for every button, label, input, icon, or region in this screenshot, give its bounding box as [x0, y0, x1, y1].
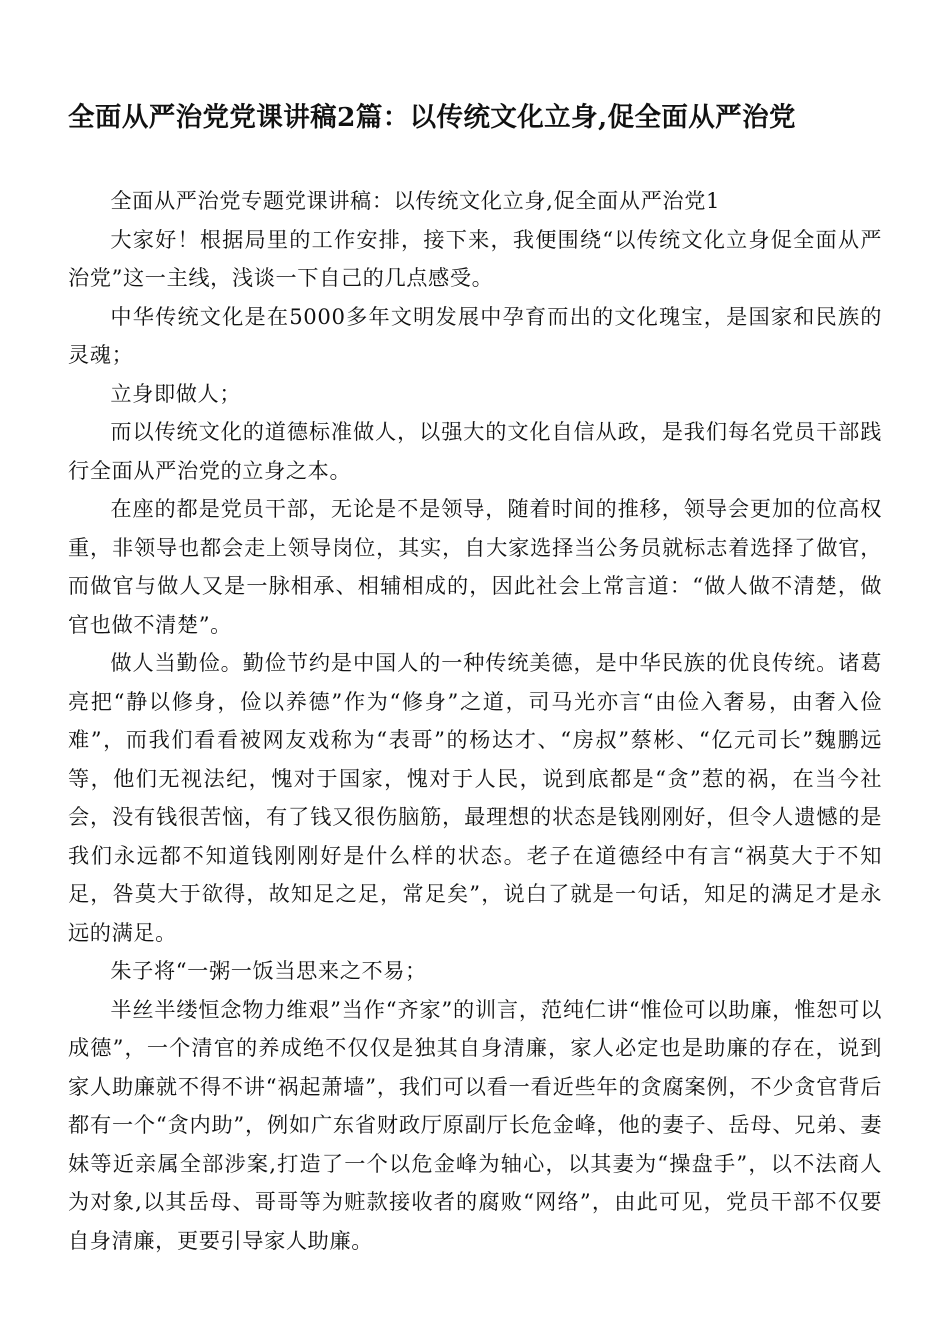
paragraph-officials: 在座的都是党员干部，无论是不是领导，随着时间的推移，领导会更加的位高权重，非领导也都会走上领导岗位，其实，自大家选择当公务员就标志着选择了做官，而做官与做人又是一脉相承、相辅相成的，因此社会上常言道：“做人做不清楚，做官也做不清楚”。: [68, 496, 882, 637]
paragraph-greeting: 大家好！根据局里的工作安排，接下来，我便围绕“以传统文化立身促全面从严治党”这一主线，浅谈一下自己的几点感受。: [68, 226, 882, 290]
document-title: 全面从严治党党课讲稿2篇：以传统文化立身,促全面从严治党: [68, 102, 796, 133]
paragraph-subtitle: 全面从严治党专题党课讲稿：以传统文化立身,促全面从严治党1: [110, 188, 721, 213]
paragraph-lishen: 立身即做人；: [110, 380, 242, 406]
paragraph-morality: 而以传统文化的道德标准做人，以强大的文化自信从政，是我们每名党员干部践行全面从严治党的立身之本。: [68, 419, 882, 483]
paragraph-frugality: 做人当勤俭。勤俭节约是中国人的一种传统美德，是中华民族的优良传统。诸葛亮把“静以修身，俭以养德”作为“修身”之道，司马光亦言“由俭入奢易，由奢入俭难”，而我们看看被网友戏称为“表哥”的杨达才、“房叔”蔡彬、“亿元司长”魏鹏远等，他们无视法纪，愧对于国家，愧对于人民，说到底都是“贪”惹的祸，在当今社会，没有钱很苦恼，有了钱又很伤脑筋，最理想的状态是钱刚刚好，但令人遗憾的是我们永远都不知道钱刚刚好是什么样的状态。老子在道德经中有言“祸莫大于不知足，咎莫大于欲得，故知足之足，常足矣”，说白了就是一句话，知足的满足才是永远的满足。: [68, 650, 882, 945]
paragraph-culture: 中华传统文化是在5000多年文明发展中孕育而出的文化瑰宝，是国家和民族的灵魂；: [68, 303, 882, 367]
paragraph-family: 半丝半缕恒念物力维艰”当作“齐家”的训言，范纯仁讲“惟俭可以助廉，惟恕可以成德”，一个清官的养成绝不仅仅是独其自身清廉，家人必定也是助廉的存在，说到家人助廉就不得不讲“祸起萧墙”，我们可以看一看近些年的贪腐案例，不少贪官背后都有一个“贪内助”，例如广东省财政厅原副厅长危金峰，他的妻子、岳母、兄弟、妻妹等近亲属全部涉案,打造了一个以危金峰为轴心，以其妻为“操盘手”，以不法商人为对象,以其岳母、哥哥等为赃款接收者的腐败“网络”，由此可见，党员干部不仅要自身清廉，更要引导家人助廉。: [68, 996, 882, 1253]
paragraph-zhuzi: 朱子将“一粥一饭当思来之不易；: [110, 958, 427, 983]
document-body: [68, 182, 882, 1260]
